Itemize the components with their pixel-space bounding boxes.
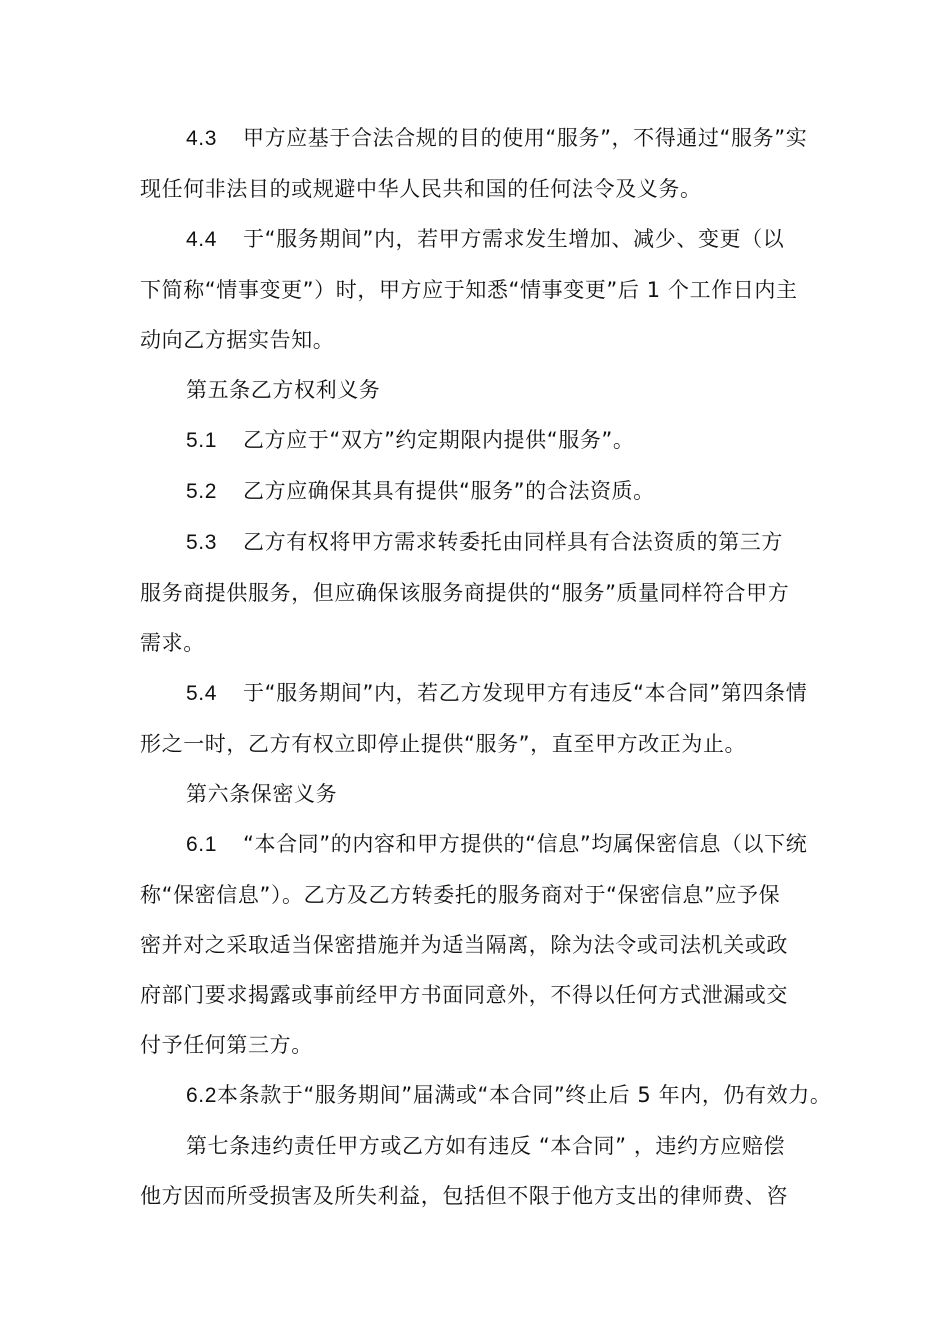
line-text: 需求。 bbox=[140, 631, 205, 655]
paragraph-line bbox=[140, 365, 812, 415]
line-text: 府部门要求揭露或事前经甲方书面同意外，不得以任何方式泄漏或交 bbox=[140, 983, 788, 1007]
paragraph bbox=[140, 769, 812, 819]
line-text: 乙方有权将甲方需求转委托由同样具有合法资质的第三方 bbox=[243, 530, 783, 554]
paragraph-line bbox=[140, 819, 812, 870]
paragraph bbox=[140, 668, 812, 769]
paragraph-line bbox=[140, 1121, 812, 1171]
paragraph bbox=[140, 365, 812, 415]
paragraph-line bbox=[140, 719, 812, 769]
clause-number: 5.2 bbox=[186, 480, 217, 503]
paragraph-line bbox=[140, 1171, 812, 1221]
paragraph-line bbox=[140, 315, 812, 365]
line-text: 本条款于“服务期间”届满或“本合同”终止后 5 年内，仍有效力。 bbox=[217, 1083, 832, 1107]
paragraph-line bbox=[140, 920, 812, 970]
line-text: “本合同”的内容和甲方提供的“信息”均属保密信息（以下统 bbox=[243, 832, 808, 856]
line-text: 乙方应于“双方”约定期限内提供“服务”。 bbox=[243, 428, 635, 452]
clause-number: 6.1 bbox=[186, 833, 217, 856]
paragraph-line bbox=[140, 618, 812, 668]
line-text: 他方因而所受损害及所失利益，包括但不限于他方支出的律师费、咨 bbox=[140, 1184, 788, 1208]
paragraph-line bbox=[140, 214, 812, 265]
line-text: 形之一时，乙方有权立即停止提供“服务”，直至甲方改正为止。 bbox=[140, 732, 747, 756]
paragraph bbox=[140, 1121, 812, 1221]
line-text: 动向乙方据实告知。 bbox=[140, 328, 335, 352]
clause-number: 4.3 bbox=[186, 127, 217, 150]
line-text: 第七条违约责任甲方或乙方如有违反 “本合同” ，违约方应赔偿 bbox=[186, 1134, 786, 1158]
line-text: 服务商提供服务，但应确保该服务商提供的“服务”质量同样符合甲方 bbox=[140, 581, 790, 605]
line-text: 乙方应确保其具有提供“服务”的合法资质。 bbox=[243, 479, 655, 503]
paragraph bbox=[140, 517, 812, 668]
clause-number: 5.1 bbox=[186, 429, 217, 452]
line-text: 于“服务期间”内，若乙方发现甲方有违反“本合同”第四条情 bbox=[243, 681, 808, 705]
document-body bbox=[140, 113, 832, 1221]
paragraph bbox=[140, 466, 812, 517]
paragraph-line bbox=[140, 1070, 832, 1121]
paragraph bbox=[140, 113, 812, 214]
paragraph bbox=[140, 1070, 832, 1121]
paragraph-line bbox=[140, 265, 812, 315]
line-text: 下简称“情事变更”）时，甲方应于知悉“情事变更”后 1 个工作日内主 bbox=[140, 278, 798, 302]
paragraph-line bbox=[140, 769, 812, 819]
paragraph-line bbox=[140, 415, 812, 466]
line-text: 甲方应基于合法合规的目的使用“服务”，不得通过“服务”实 bbox=[243, 126, 808, 150]
clause-number: 5.3 bbox=[186, 531, 217, 554]
line-text: 于“服务期间”内，若甲方需求发生增加、减少、变更（以 bbox=[243, 227, 785, 251]
paragraph-line bbox=[140, 568, 812, 618]
line-text: 第六条保密义务 bbox=[186, 782, 338, 806]
line-text: 第五条乙方权利义务 bbox=[186, 378, 381, 402]
line-text: 密并对之采取适当保密措施并为适当隔离，除为法令或司法机关或政 bbox=[140, 933, 788, 957]
paragraph-line bbox=[140, 970, 812, 1020]
paragraph-line bbox=[140, 870, 812, 920]
line-text: 付予任何第三方。 bbox=[140, 1033, 313, 1057]
paragraph-line bbox=[140, 113, 812, 164]
line-text: 现任何非法目的或规避中华人民共和国的任何法令及义务。 bbox=[140, 177, 702, 201]
line-text: 称“保密信息”）。乙方及乙方转委托的服务商对于“保密信息”应予保 bbox=[140, 883, 781, 907]
paragraph bbox=[140, 819, 812, 1070]
paragraph bbox=[140, 415, 812, 466]
clause-number: 4.4 bbox=[186, 228, 217, 251]
paragraph-line bbox=[140, 668, 812, 719]
clause-number: 6.2 bbox=[186, 1084, 217, 1107]
paragraph-line bbox=[140, 1020, 812, 1070]
paragraph-line bbox=[140, 466, 812, 517]
paragraph bbox=[140, 214, 812, 365]
paragraph-line bbox=[140, 517, 812, 568]
paragraph-line bbox=[140, 164, 812, 214]
clause-number: 5.4 bbox=[186, 682, 217, 705]
